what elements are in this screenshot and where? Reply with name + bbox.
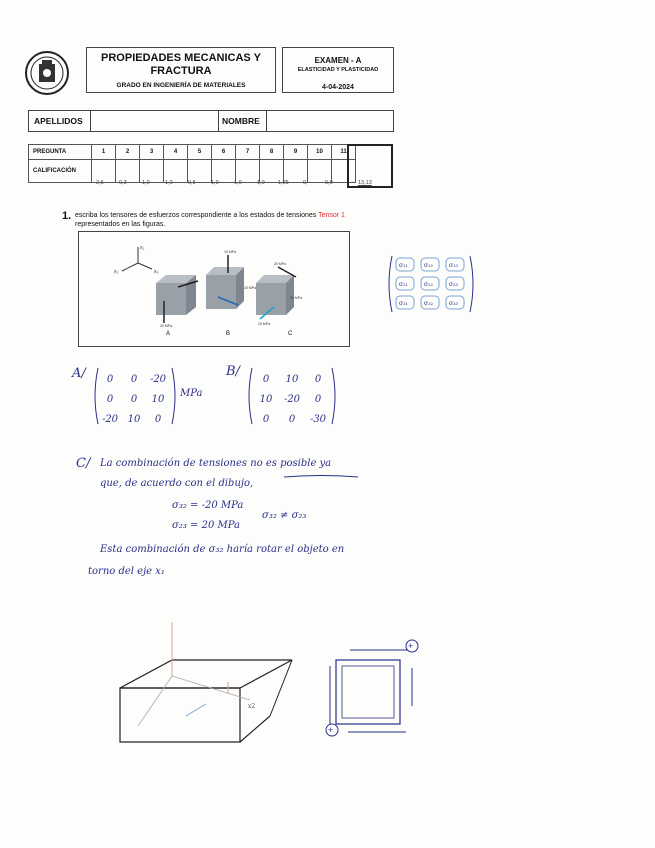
- surname-label: APELLIDOS: [34, 116, 83, 126]
- svg-text:10: 10: [285, 374, 299, 385]
- svg-text:σ₃₂: σ₃₂: [424, 300, 433, 307]
- course-title-box: [86, 47, 276, 93]
- axis-label: x₂: [114, 269, 119, 275]
- axis-label: x₁: [140, 245, 145, 251]
- answer-c-line2: que, de acuerdo con el dibujo,: [100, 478, 254, 489]
- course-title: PROPIEDADES MECANICAS Y FRACTURA: [101, 52, 261, 77]
- figure-label-b: B: [226, 331, 231, 337]
- answer-a-matrix: [92, 366, 182, 428]
- axis-label: x₃: [154, 269, 159, 275]
- answer-b-matrix: [246, 366, 342, 428]
- plus-sign: +: [408, 641, 414, 651]
- grade-table: PREGUNTA 1 2 3 4 5 6 7 8 9 10 11 CALIFICACIÓN: [28, 144, 356, 183]
- figure-label-a: A: [166, 331, 171, 337]
- score: 0,0: [325, 180, 333, 186]
- svg-text:σ₂₃: σ₂₃: [449, 281, 458, 288]
- svg-text:0: 0: [154, 414, 162, 425]
- question-header: PREGUNTA: [29, 145, 92, 160]
- stress-cubes-illustration: [78, 231, 350, 347]
- exam-subject: ELASTICIDAD Y PLASTICIDAD: [297, 67, 379, 73]
- score: 1,0: [142, 180, 150, 186]
- svg-text:10: 10: [127, 414, 141, 425]
- svg-text:0: 0: [262, 414, 270, 425]
- svg-text:σ₁₃: σ₁₃: [449, 262, 458, 269]
- question-mark: Tensor 1: [318, 212, 345, 219]
- svg-text:0: 0: [130, 374, 138, 385]
- svg-text:0: 0: [130, 394, 138, 405]
- question-number: 1.: [62, 210, 72, 222]
- figure-tag: 10 MPa: [224, 250, 237, 254]
- svg-text:-30: -30: [309, 414, 327, 425]
- cube-sketch: [110, 616, 280, 746]
- svg-text:σ₂₁: σ₂₁: [399, 281, 408, 288]
- svg-text:0: 0: [262, 374, 270, 385]
- svg-text:0: 0: [314, 374, 322, 385]
- figure-tag: 20 MPa: [244, 286, 257, 290]
- answer-c-line4: torno del eje x₁: [88, 566, 165, 577]
- score: 1,0: [211, 180, 219, 186]
- university-seal-icon: [24, 50, 70, 96]
- student-fields-box: [28, 110, 394, 132]
- answer-c-line1: La combinación de tensiones no es posible ya: [100, 458, 332, 469]
- total-score: 13,13: [358, 180, 372, 186]
- score: 1,0: [234, 180, 242, 186]
- grade-header: CALIFICACIÓN: [29, 160, 92, 183]
- figure-label-c: C: [288, 331, 293, 337]
- svg-text:σ₃₁: σ₃₁: [399, 300, 408, 307]
- svg-text:0: 0: [106, 394, 114, 405]
- answer-c-label: C/: [76, 456, 91, 471]
- score: 1,0: [165, 180, 173, 186]
- answer-c-eq1: σ₃₂ = -20 MPa: [172, 500, 244, 511]
- svg-text:0: 0: [314, 394, 322, 405]
- score: 0,3: [119, 180, 127, 186]
- exam-label: EXAMEN - A: [314, 56, 362, 65]
- tensor-sketch: [386, 254, 476, 314]
- svg-text:-20: -20: [283, 394, 301, 405]
- cube-label: x2: [248, 703, 256, 710]
- question-text: escriba los tensores de esfuerzos correspondiente a los estados de tensiones Tensor 1 representados en las figuras.: [75, 212, 345, 228]
- answer-c-underline: [282, 474, 362, 480]
- svg-text:σ₃₃: σ₃₃: [449, 300, 458, 307]
- answer-a-label: A/: [72, 366, 86, 381]
- svg-text:σ₂₂: σ₂₂: [424, 281, 433, 288]
- svg-text:-20: -20: [101, 414, 119, 425]
- svg-text:10: 10: [259, 394, 273, 405]
- answer-a-unit: MPa: [180, 388, 203, 399]
- degree-subtitle: GRADO EN INGENIERÍA DE MATERIALES: [116, 82, 246, 89]
- svg-text:σ₁₂: σ₁₂: [424, 262, 433, 269]
- answer-b-label: B/: [226, 364, 240, 379]
- name-label: NOMBRE: [222, 116, 260, 126]
- exam-date: 4-04-2024: [322, 84, 354, 91]
- svg-text:0: 0: [288, 414, 296, 425]
- figure-tag: 20 MPa: [160, 324, 173, 328]
- figure-tag: 20 MPa: [290, 296, 303, 300]
- svg-text:-20: -20: [149, 374, 167, 385]
- answer-c-line3: Esta combinación de σ₃₂ haría rotar el objeto en: [100, 544, 345, 555]
- score: 0,-: [303, 180, 310, 186]
- score: 0,5: [188, 180, 196, 186]
- score: 1,25: [278, 180, 289, 186]
- svg-text:0: 0: [106, 374, 114, 385]
- answer-c-conclusion: σ₃₂ ≠ σ₂₃: [262, 510, 307, 521]
- svg-text:10: 10: [151, 394, 165, 405]
- figure-tag: 20 MPa: [258, 322, 271, 326]
- score: 2,5: [96, 180, 104, 186]
- figure-tag: 30 MPa: [274, 262, 287, 266]
- answer-c-eq2: σ₂₃ = 20 MPa: [172, 520, 240, 531]
- plus-sign: +: [328, 725, 334, 735]
- score: 1,0: [257, 180, 265, 186]
- svg-text:σ₁₁: σ₁₁: [399, 262, 408, 269]
- exam-info-box: [282, 47, 394, 93]
- square-stress-sketch: [320, 636, 432, 740]
